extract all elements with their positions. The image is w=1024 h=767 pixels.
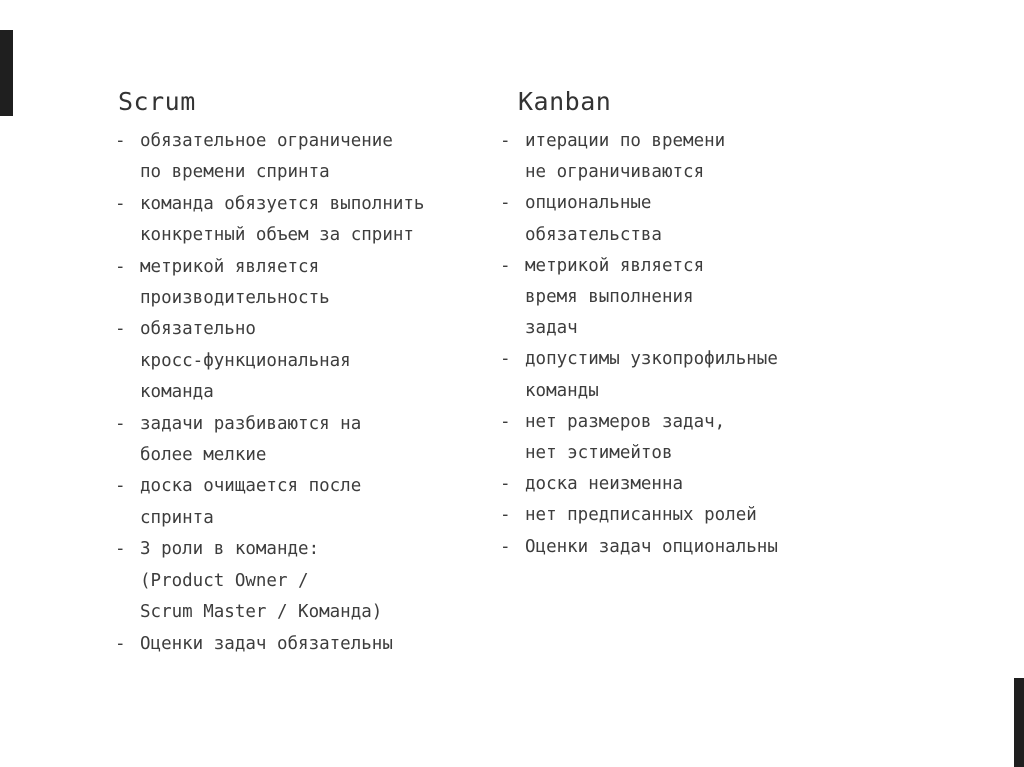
list-marker: - [500,474,511,495]
list-item-text: итерации по времени не ограничиваются [525,131,726,183]
list-item-text: Оценки задач опциональны [525,536,778,557]
right-edge-bar [1014,678,1024,767]
list-item [500,126,900,188]
list-marker: - [500,536,511,557]
list-item [500,407,900,469]
list-item [500,532,900,563]
list-item-text: команда обязуется выполнить конкретный объем за спринт [140,193,425,246]
list-marker: - [115,476,126,497]
list-item [500,188,900,250]
list-item [500,469,900,500]
list-marker: - [115,633,126,654]
list-item-text: задачи разбиваются на более мелкие [140,413,362,466]
list-item-text: доска очищается после спринта [140,476,362,528]
list-item-text: метрикой является производительность [140,256,330,309]
list-item [115,252,495,315]
list-item-text: допустимы узкопрофильные команды [525,349,778,401]
list-marker: - [115,131,126,151]
list-marker: - [115,319,126,340]
list-item [500,251,900,345]
list-marker: - [500,193,511,214]
scrum-title: Scrum [118,87,196,116]
list-item-text: метрикой является время выполнения задач [525,255,705,339]
kanban-column [500,86,900,563]
list-item [115,409,495,472]
list-item-text: обязательно кросс-функциональная команда [140,319,351,403]
scrum-list [115,126,495,660]
list-item-text: нет предписанных ролей [525,505,757,526]
list-marker: - [115,193,126,214]
list-marker: - [500,505,511,526]
list-item-text: нет размеров задач, нет эстимейтов [525,411,726,464]
left-edge-bar [0,30,13,116]
list-marker: - [115,539,126,560]
list-item [115,189,495,252]
kanban-title: Kanban [518,87,612,116]
list-item-text: доска неизменна [525,474,684,495]
list-item [115,126,495,189]
list-marker: - [115,256,126,277]
list-item [500,500,900,531]
list-item-text: обязательное ограничение по времени спринта [140,131,393,183]
list-item-text: Оценки задач обязательны [140,633,393,654]
list-item [115,534,495,628]
kanban-list [500,126,900,563]
scrum-column [115,86,495,660]
list-marker: - [500,349,511,370]
list-item [500,344,900,406]
list-marker: - [115,413,126,434]
list-item [115,314,495,408]
list-marker: - [500,255,511,276]
list-marker: - [500,131,511,151]
list-item-text: опциональные обязательства [525,193,662,245]
list-item [115,471,495,534]
list-item [115,629,495,660]
list-item-text: 3 роли в команде: (Product Owner / Scrum Master / Команда) [140,539,383,623]
list-marker: - [500,411,511,432]
